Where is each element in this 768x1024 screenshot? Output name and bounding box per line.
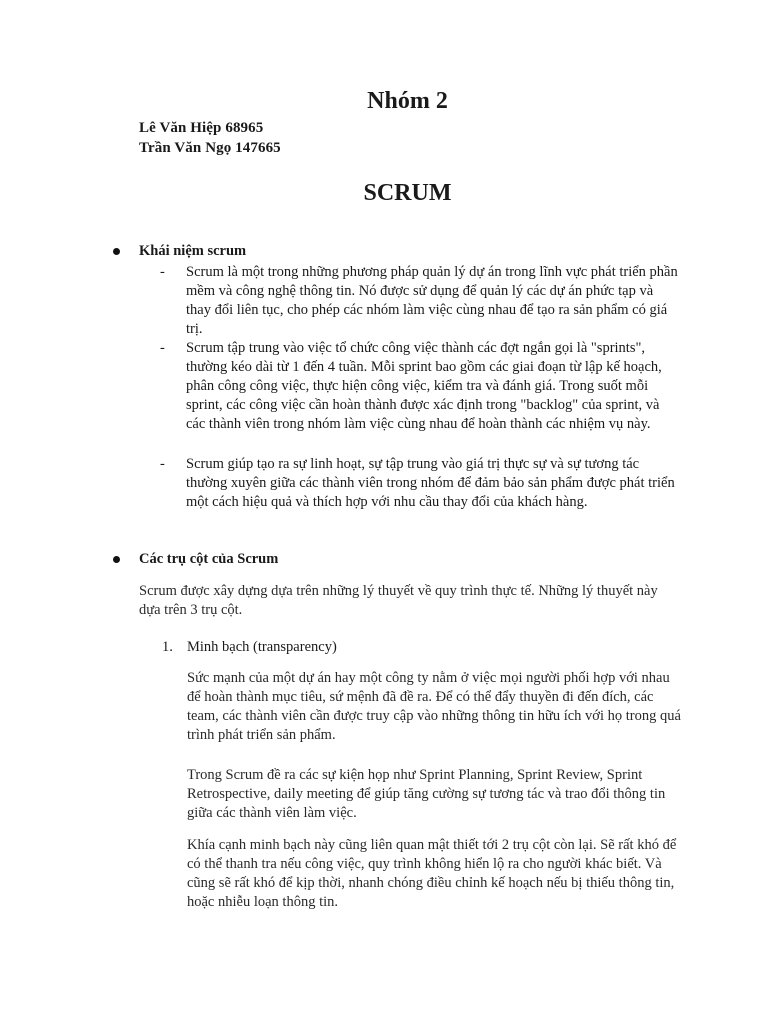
bullet-icon (113, 248, 120, 255)
document-title: SCRUM (363, 180, 452, 206)
paragraph: Khía cạnh minh bạch này cũng liên quan mật thiết tới 2 trụ cột còn lại. Sẽ rất khó để có thể thanh tra nếu công việc, quy trình không hiển lộ ra cho người khác biết. Và cũng sẽ rất khó để kịp thời, nhanh chóng điều chỉnh kế hoạch nếu bị thiếu thông tin, hoặc nhiễu loạn thông tin. (187, 837, 677, 910)
group-title: Nhóm 2 (367, 88, 448, 114)
dash-icon: - (160, 340, 165, 356)
paragraph: Sức mạnh của một dự án hay một công ty nằm ở việc mọi người phối hợp với nhau để hoàn thành mục tiêu, sứ mệnh đã đề ra. Để có thể đẩy thuyền đi đến đích, các team, các thành viên cần được truy cập vào những thông tin hữu ích với họ trong quá trình phát triển sản phẩm. (187, 670, 681, 743)
document-page: Nhóm 2 Lê Văn Hiệp 68965 Trần Văn Ngọ 147665 SCRUM Khái niệm scrum - Scrum là một trong những phương pháp quản lý dự án trong lĩnh vực phát triển phần mềm và công nghệ thông tin. Nó được sử dụng để quản lý các dự án phức tạp và thay đổi liên tục, cho phép các nhóm làm việc cùng nhau để tạo ra sản phẩm có giá trị. - Scrum tập trung vào việc tổ chức công việc thành các đợt ngắn gọi là "sprints", thường kéo dài từ 1 đến 4 tuần. Mỗi sprint bao gồm các giai đoạn từ lập kế hoạch, phân công công việc, thực hiện công việc, kiểm tra và đánh giá. Trong suốt mỗi sprint, các công việc cần hoàn thành được xác định trong "backlog" của sprint, và các thành viên trong nhóm làm việc cùng nhau để hoàn thành các nhiệm vụ này. - Scrum giúp tạo ra sự linh hoạt, sự tập trung vào giá trị thực sự và sự tương tác thường xuyên giữa các thành viên trong nhóm để đảm bảo sản phẩm được phát triển một cách hiệu quả và thích hợp với nhu cầu thay đổi của khách hàng. Các trụ cột của Scrum Scrum được xây dựng dựa trên những lý thuyết về quy trình thực tế. Những lý thuyết này dựa trên 3 trụ cột. 1. Minh bạch (transparency) Sức mạnh của một dự án hay một công ty nằm ở việc mọi người phối hợp với nhau để hoàn thành mục tiêu, sứ mệnh đã đề ra. Để có thể đẩy thuyền đi đến đích, các team, các thành viên cần được truy cập vào những thông tin hữu ích với họ trong quá trình phát triển sản phẩm. Trong Scrum đề ra các sự kiện họp như Sprint Planning, Sprint Review, Sprint Retrospective, daily meeting để giúp tăng cường sự tương tác và trao đổi thông tin giữa các thành viên làm việc. Khía cạnh minh bạch này cũng liên quan mật thiết tới 2 trụ cột còn lại. Sẽ rất khó để có thể thanh tra nếu công việc, quy trình không hiển lộ ra cho người khác biết. Và cũng sẽ rất khó để kịp thời, nhanh chóng điều chỉnh kế hoạch nếu bị thiếu thông tin, hoặc nhiễu loạn thông tin. (0, 0, 768, 1024)
author-line: Lê Văn Hiệp 68965 (139, 120, 264, 136)
paragraph: Trong Scrum đề ra các sự kiện họp như Sprint Planning, Sprint Review, Sprint Retrospective, daily meeting để giúp tăng cường sự tương tác và trao đổi thông tin giữa các thành viên làm việc. (187, 767, 666, 821)
section-intro: Scrum được xây dựng dựa trên những lý thuyết về quy trình thực tế. Những lý thuyết này dựa trên 3 trụ cột. (139, 583, 658, 618)
dash-icon: - (160, 264, 165, 280)
author-line: Trần Văn Ngọ 147665 (139, 140, 281, 156)
dash-icon: - (160, 456, 165, 472)
bullet-icon (113, 556, 120, 563)
